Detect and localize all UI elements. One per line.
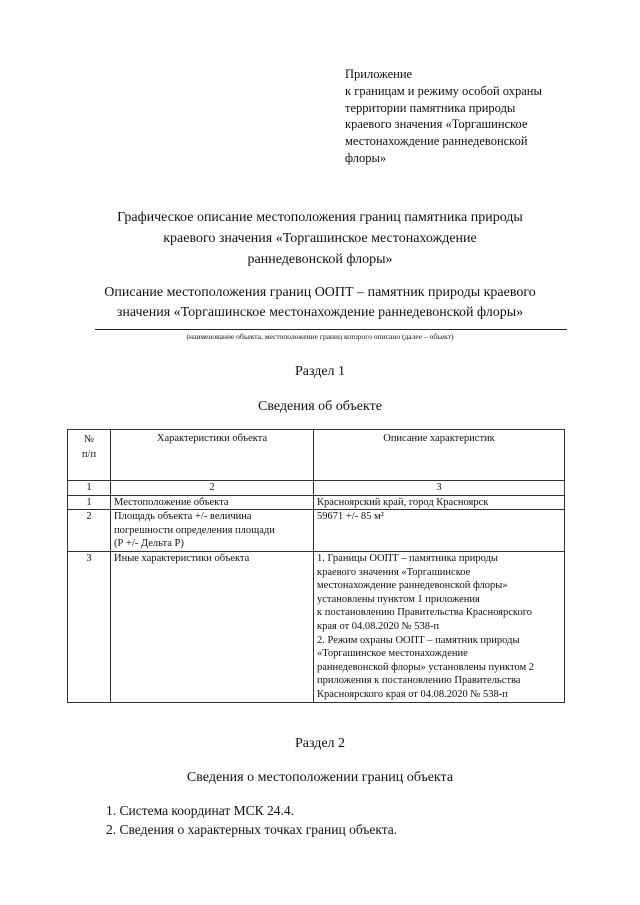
column-number: 1: [68, 481, 111, 496]
appendix-line: к границам и режиму особой охраны: [345, 83, 542, 98]
table-header-row: [68, 430, 565, 481]
header-num: [68, 430, 111, 481]
cell-line: (Р +/- Дельта Р): [114, 538, 184, 550]
table-row: [68, 510, 565, 552]
list-item: 2. Сведения о характерных точках границ объекта.: [106, 822, 398, 837]
graphic-description-title: [0, 207, 640, 270]
title-line: раннедевонской флоры»: [247, 252, 393, 267]
appendix-line: местонахождение раннедевонской: [345, 134, 528, 149]
column-number: 3: [314, 481, 565, 496]
cell-line: к постановлению Правительства Красноярского: [317, 607, 532, 619]
header-characteristics: Характеристики объекта: [111, 430, 314, 481]
cell-line: приложения к постановлению Правительства: [317, 675, 521, 687]
appendix-line: краевого значения «Торгашинское: [345, 117, 528, 132]
section-2-list: [106, 801, 397, 839]
section-2-title: Сведения о местоположении границ объекта: [186, 770, 454, 785]
section-2-heading: Раздел 2: [294, 736, 346, 751]
title-line: значения «Торгашинское местонахождение раннедевонской флоры»: [116, 305, 524, 320]
row-characteristic: [111, 510, 314, 552]
cell-line: 1. Границы ООПТ – памятника природы: [317, 552, 498, 564]
cell-line: 59671 +/- 85 м²: [317, 511, 384, 523]
row-characteristic: [111, 495, 314, 510]
header-description: Описание характеристик: [314, 430, 565, 481]
cell-line: Площадь объекта +/- величина: [114, 511, 252, 523]
title-line: краевого значения «Торгашинское местонахождение: [163, 231, 477, 246]
cell-line: краевого значения «Торгашинское: [317, 566, 471, 578]
header-num-line: №: [83, 434, 95, 445]
object-info-table: [67, 429, 565, 703]
row-number: 2: [68, 510, 111, 552]
row-description: [314, 551, 565, 702]
appendix-line: Приложение: [345, 67, 413, 81]
column-number-row: [68, 481, 565, 496]
column-number: 2: [111, 481, 314, 496]
cell-line: Местоположение объекта: [114, 496, 229, 508]
row-description: [314, 495, 565, 510]
cell-line: установлены пунктом 1 приложения: [317, 593, 480, 605]
title-line: Описание местоположения границ ООПТ – памятник природы краевого: [104, 285, 536, 300]
underline-rule: [95, 329, 567, 330]
header-num-line: п/п: [81, 449, 97, 460]
row-characteristic: [111, 551, 314, 702]
row-description: [314, 510, 565, 552]
section-1-title: Сведения об объекте: [258, 399, 382, 414]
cell-line: погрешности определения площади: [114, 524, 275, 536]
row-number: 1: [68, 495, 111, 510]
cell-line: Красноярский край, город Красноярск: [317, 496, 489, 508]
cell-line: раннедевонской флоры» установлены пунктом 2: [317, 661, 535, 673]
location-description-title: [0, 283, 640, 323]
appendix-line: территории памятника природы: [345, 100, 516, 115]
cell-line: местонахождение раннедевонской флоры»: [317, 580, 508, 592]
cell-line: края от 04.08.2020 № 538-п: [317, 620, 440, 632]
appendix-note: [345, 66, 635, 167]
cell-line: «Торгашинское местонахождение: [317, 648, 468, 660]
cell-line: Красноярского края от 04.08.2020 № 538-п: [317, 688, 508, 700]
title-line: Графическое описание местоположения границ памятника природы: [117, 210, 523, 225]
section-1-heading: Раздел 1: [294, 364, 346, 379]
object-caption: (наименование объекта, местоположение границ которого описано (далее – объект): [186, 332, 454, 341]
row-number: 3: [68, 551, 111, 702]
table-row: [68, 495, 565, 510]
table-row: [68, 551, 565, 702]
appendix-line: флоры»: [345, 150, 387, 165]
cell-line: Иные характеристики объекта: [114, 552, 250, 564]
cell-line: 2. Режим охраны ООПТ – памятник природы: [317, 634, 520, 646]
list-item: 1. Система координат МСК 24.4.: [106, 803, 294, 818]
